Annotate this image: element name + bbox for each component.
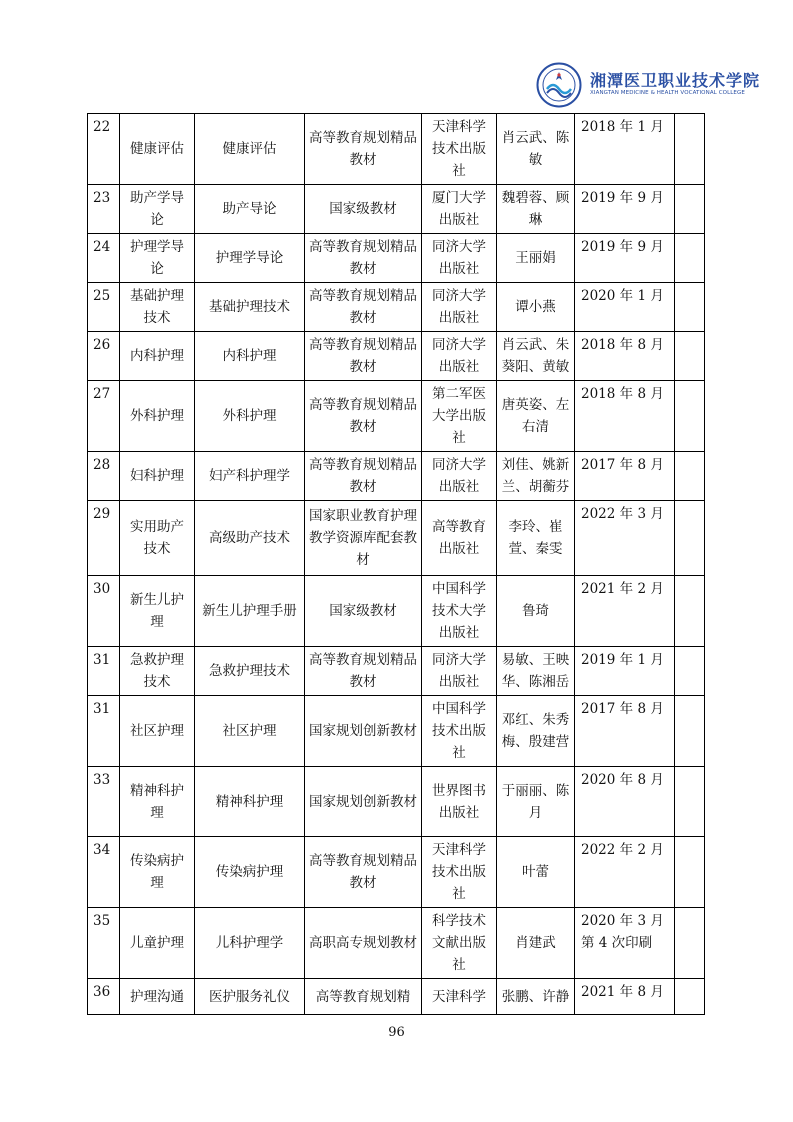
- publisher-cell: 同济大学出版社: [422, 234, 497, 283]
- textbook-level-cell: 高等教育规划精品教材: [305, 837, 422, 908]
- publish-date-cell: 2019 年 9 月: [575, 234, 675, 283]
- publisher-cell: 同济大学出版社: [422, 332, 497, 381]
- note-cell: [675, 381, 705, 452]
- publisher-cell: 同济大学出版社: [422, 452, 497, 501]
- publish-date-cell: 2020 年 1 月: [575, 283, 675, 332]
- row-number-cell: 35: [88, 908, 120, 979]
- table-row: [88, 576, 705, 647]
- note-cell: [675, 185, 705, 234]
- course-name-cell: 助产学导论: [120, 185, 195, 234]
- table-row: [88, 647, 705, 696]
- textbook-name-cell: 社区护理: [195, 696, 305, 767]
- publisher-cell: 中国科学技术大学出版社: [422, 576, 497, 647]
- college-emblem-icon: [536, 62, 582, 108]
- textbook-name-cell: 妇产科护理学: [195, 452, 305, 501]
- note-cell: [675, 332, 705, 381]
- table-row: [88, 501, 705, 576]
- course-name-cell: 社区护理: [120, 696, 195, 767]
- table-row: [88, 234, 705, 283]
- row-number-cell: 22: [88, 114, 120, 185]
- publisher-cell: 第二军医大学出版社: [422, 381, 497, 452]
- row-number-cell: 25: [88, 283, 120, 332]
- textbook-name-cell: 精神科护理: [195, 767, 305, 837]
- textbook-name-cell: 儿科护理学: [195, 908, 305, 979]
- note-cell: [675, 908, 705, 979]
- table-row: [88, 114, 705, 185]
- table-row: [88, 767, 705, 837]
- publish-date-cell: 2022 年 3 月: [575, 501, 675, 576]
- publish-date-cell: 2018 年 1 月: [575, 114, 675, 185]
- note-cell: [675, 114, 705, 185]
- textbook-name-cell: 助产导论: [195, 185, 305, 234]
- textbook-level-cell: 高等教育规划精品教材: [305, 332, 422, 381]
- row-number-cell: 31: [88, 696, 120, 767]
- textbook-name-cell: 医护服务礼仪: [195, 979, 305, 1015]
- course-name-cell: 护理沟通: [120, 979, 195, 1015]
- note-cell: [675, 283, 705, 332]
- publish-date-cell: 2017 年 8 月: [575, 696, 675, 767]
- table-row: [88, 452, 705, 501]
- table-row: [88, 696, 705, 767]
- row-number-cell: 34: [88, 837, 120, 908]
- college-name: 湘潭医卫职业技术学院: [590, 71, 761, 90]
- textbook-level-cell: 高等教育规划精品教材: [305, 234, 422, 283]
- table-row: [88, 908, 705, 979]
- row-number-cell: 33: [88, 767, 120, 837]
- publish-date-cell: 2021 年 8 月: [575, 979, 675, 1015]
- textbook-name-cell: 传染病护理: [195, 837, 305, 908]
- note-cell: [675, 452, 705, 501]
- note-cell: [675, 979, 705, 1015]
- row-number-cell: 36: [88, 979, 120, 1015]
- publisher-cell: 世界图书出版社: [422, 767, 497, 837]
- table-row: [88, 381, 705, 452]
- row-number-cell: 24: [88, 234, 120, 283]
- author-cell: 魏碧蓉、顾琳: [497, 185, 575, 234]
- author-cell: 刘佳、姚新兰、胡蘅芬: [497, 452, 575, 501]
- publisher-cell: 同济大学出版社: [422, 647, 497, 696]
- course-name-cell: 急救护理技术: [120, 647, 195, 696]
- course-name-cell: 实用助产技术: [120, 501, 195, 576]
- note-cell: [675, 837, 705, 908]
- course-name-cell: 精神科护理: [120, 767, 195, 837]
- publish-date-cell: 2019 年 9 月: [575, 185, 675, 234]
- college-name-en: XIANGTAN MEDICINE & HEALTH VOCATIONAL COLLEGE: [590, 90, 745, 96]
- publish-date-cell: 2019 年 1 月: [575, 647, 675, 696]
- author-cell: 唐英姿、左右清: [497, 381, 575, 452]
- table-row: [88, 332, 705, 381]
- textbook-level-cell: 高等教育规划精品教材: [305, 283, 422, 332]
- row-number-cell: 28: [88, 452, 120, 501]
- college-logo: [536, 62, 764, 108]
- textbook-level-cell: 国家级教材: [305, 185, 422, 234]
- textbook-level-cell: 国家级教材: [305, 576, 422, 647]
- textbook-table: [87, 113, 705, 1015]
- table-body: [88, 114, 705, 1015]
- publisher-cell: 科学技术文献出版社: [422, 908, 497, 979]
- course-name-cell: 护理学导论: [120, 234, 195, 283]
- note-cell: [675, 501, 705, 576]
- publisher-cell: 同济大学出版社: [422, 283, 497, 332]
- textbook-name-cell: 内科护理: [195, 332, 305, 381]
- publisher-cell: 天津科学: [422, 979, 497, 1015]
- row-number-cell: 30: [88, 576, 120, 647]
- publisher-cell: 天津科学技术出版社: [422, 114, 497, 185]
- course-name-cell: 妇科护理: [120, 452, 195, 501]
- publish-date-cell: 2018 年 8 月: [575, 332, 675, 381]
- table-row: [88, 283, 705, 332]
- textbook-level-cell: 国家职业教育护理教学资源库配套教材: [305, 501, 422, 576]
- author-cell: 邓红、朱秀梅、殷建营: [497, 696, 575, 767]
- textbook-level-cell: 国家规划创新教材: [305, 696, 422, 767]
- textbook-level-cell: 高等教育规划精品教材: [305, 381, 422, 452]
- publisher-cell: 天津科学技术出版社: [422, 837, 497, 908]
- author-cell: 谭小燕: [497, 283, 575, 332]
- textbook-level-cell: 高等教育规划精品教材: [305, 647, 422, 696]
- author-cell: 叶蕾: [497, 837, 575, 908]
- note-cell: [675, 576, 705, 647]
- author-cell: 张鹏、许静: [497, 979, 575, 1015]
- note-cell: [675, 647, 705, 696]
- table-row: [88, 185, 705, 234]
- author-cell: 肖云武、陈敏: [497, 114, 575, 185]
- publish-date-cell: 2018 年 8 月: [575, 381, 675, 452]
- row-number-cell: 27: [88, 381, 120, 452]
- author-cell: 肖云武、朱葵阳、黄敏: [497, 332, 575, 381]
- textbook-name-cell: 护理学导论: [195, 234, 305, 283]
- textbook-level-cell: 高等教育规划精品教材: [305, 452, 422, 501]
- textbook-name-cell: 健康评估: [195, 114, 305, 185]
- table-row: [88, 837, 705, 908]
- course-name-cell: 基础护理技术: [120, 283, 195, 332]
- note-cell: [675, 767, 705, 837]
- note-cell: [675, 234, 705, 283]
- row-number-cell: 23: [88, 185, 120, 234]
- textbook-level-cell: 高等教育规划精: [305, 979, 422, 1015]
- textbook-name-cell: 急救护理技术: [195, 647, 305, 696]
- publish-date-cell: 2021 年 2 月: [575, 576, 675, 647]
- course-name-cell: 儿童护理: [120, 908, 195, 979]
- course-name-cell: 内科护理: [120, 332, 195, 381]
- note-cell: [675, 696, 705, 767]
- author-cell: 鲁琦: [497, 576, 575, 647]
- course-name-cell: 外科护理: [120, 381, 195, 452]
- textbook-name-cell: 新生儿护理手册: [195, 576, 305, 647]
- row-number-cell: 31: [88, 647, 120, 696]
- course-name-cell: 传染病护理: [120, 837, 195, 908]
- course-name-cell: 健康评估: [120, 114, 195, 185]
- textbook-level-cell: 高职高专规划教材: [305, 908, 422, 979]
- textbook-level-cell: 国家规划创新教材: [305, 767, 422, 837]
- textbook-name-cell: 基础护理技术: [195, 283, 305, 332]
- publish-date-cell: 2020 年 8 月: [575, 767, 675, 837]
- textbook-name-cell: 外科护理: [195, 381, 305, 452]
- publisher-cell: 厦门大学出版社: [422, 185, 497, 234]
- textbook-level-cell: 高等教育规划精品教材: [305, 114, 422, 185]
- course-name-cell: 新生儿护理: [120, 576, 195, 647]
- textbook-name-cell: 高级助产技术: [195, 501, 305, 576]
- publish-date-cell: 2020 年 3 月第 4 次印刷: [575, 908, 675, 979]
- page-number: 96: [388, 1025, 405, 1040]
- row-number-cell: 26: [88, 332, 120, 381]
- publish-date-cell: 2017 年 8 月: [575, 452, 675, 501]
- row-number-cell: 29: [88, 501, 120, 576]
- publisher-cell: 高等教育出版社: [422, 501, 497, 576]
- publish-date-cell: 2022 年 2 月: [575, 837, 675, 908]
- author-cell: 王丽娟: [497, 234, 575, 283]
- author-cell: 李玲、崔萱、秦雯: [497, 501, 575, 576]
- author-cell: 于丽丽、陈月: [497, 767, 575, 837]
- author-cell: 易敏、王映华、陈湘岳: [497, 647, 575, 696]
- table-row: [88, 979, 705, 1015]
- publisher-cell: 中国科学技术出版社: [422, 696, 497, 767]
- author-cell: 肖建武: [497, 908, 575, 979]
